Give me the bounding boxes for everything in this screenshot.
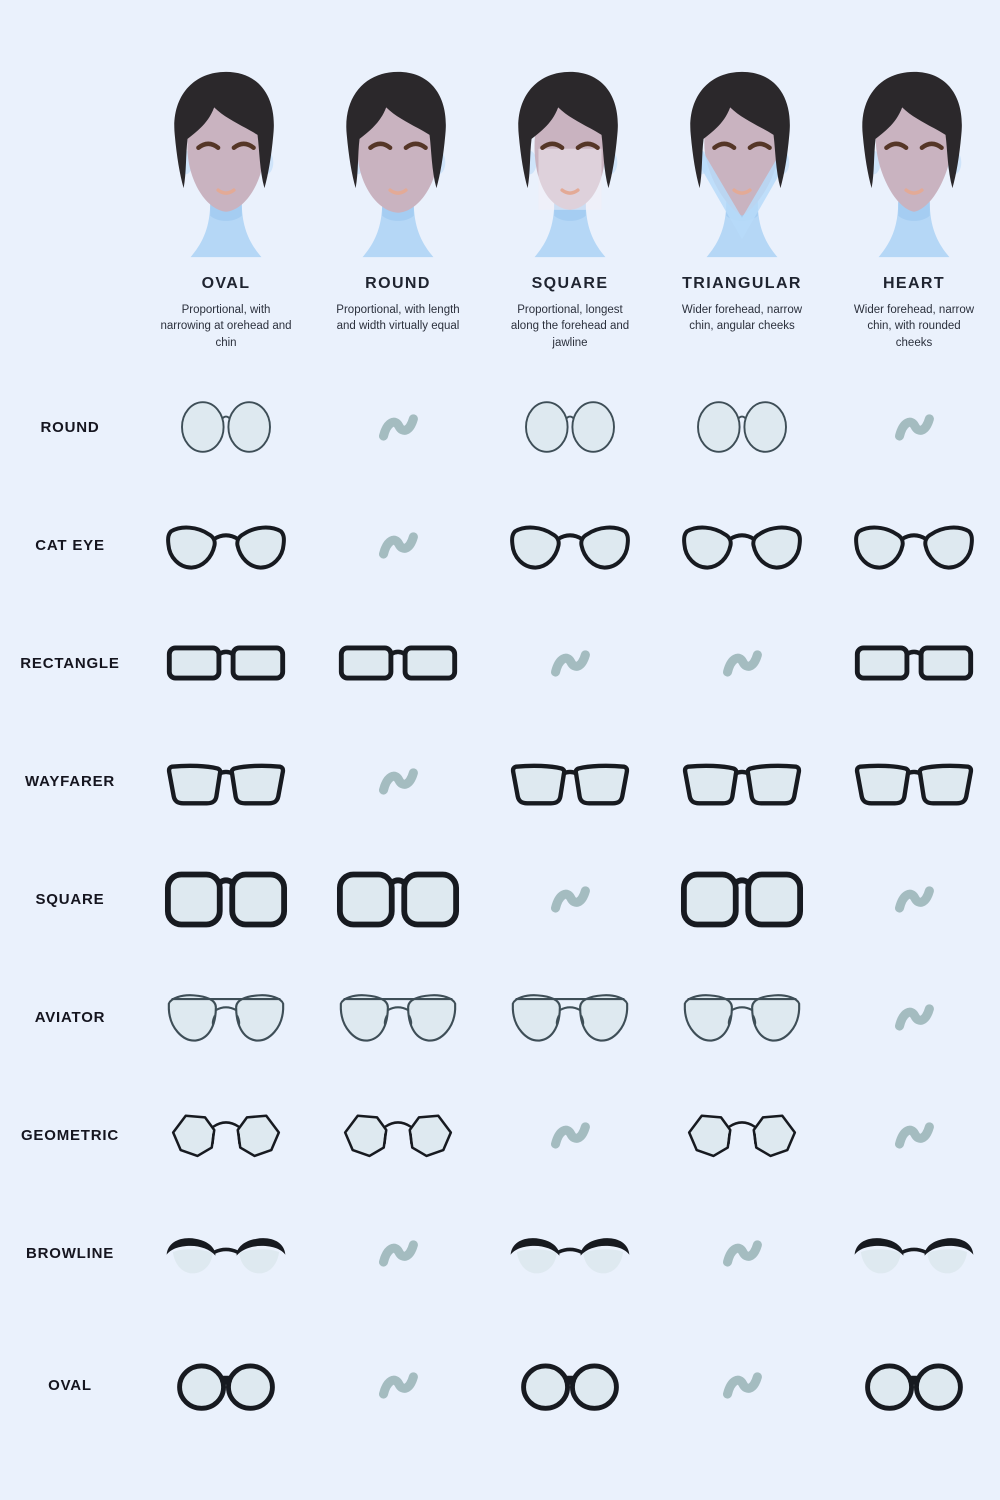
matrix-cell-rectangle-triangular bbox=[720, 644, 764, 682]
glasses-row-cat-eye bbox=[0, 486, 1000, 604]
matrix-cell-rectangle-heart bbox=[852, 638, 976, 688]
matrix-cell-browline-triangular bbox=[720, 1234, 764, 1272]
aviator-glasses-icon bbox=[677, 988, 807, 1047]
face-shape-column-heart bbox=[828, 62, 1000, 368]
wayfarer-glasses-icon bbox=[853, 756, 975, 807]
tilde-icon bbox=[376, 762, 420, 800]
tilde-icon bbox=[720, 644, 764, 682]
matrix-cell-cat-eye-heart bbox=[852, 518, 976, 573]
face-shape-label: ROUND bbox=[365, 275, 431, 292]
matrix-cell-oval-round bbox=[376, 1366, 420, 1404]
tilde-icon bbox=[376, 1366, 420, 1404]
face-shape-label: SQUARE bbox=[531, 275, 609, 292]
glasses-row-square bbox=[0, 840, 1000, 958]
glasses-type-label: BROWLINE bbox=[25, 1244, 115, 1262]
square-face-illustration bbox=[495, 62, 645, 267]
glasses-type-label: AVIATOR bbox=[34, 1008, 106, 1026]
wayfarer-glasses-icon bbox=[165, 756, 287, 807]
rectangle-glasses-icon bbox=[852, 638, 976, 688]
matrix-cell-cat-eye-triangular bbox=[680, 518, 804, 573]
cat-eye-glasses-icon bbox=[164, 518, 288, 573]
square-glasses-icon bbox=[163, 870, 289, 929]
matrix-cell-browline-oval bbox=[164, 1228, 288, 1278]
face-shape-column-square bbox=[484, 62, 656, 368]
matrix-cell-rectangle-round bbox=[336, 638, 460, 688]
wayfarer-glasses-icon bbox=[681, 756, 803, 807]
oval-face-illustration bbox=[151, 62, 301, 267]
round-glasses-icon bbox=[514, 398, 626, 456]
face-shape-column-round bbox=[312, 62, 484, 368]
geometric-glasses-icon bbox=[339, 1109, 457, 1161]
matrix-cell-wayfarer-triangular bbox=[681, 756, 803, 807]
matrix-cell-rectangle-oval bbox=[164, 638, 288, 688]
glasses-type-label: CAT EYE bbox=[35, 536, 105, 554]
matrix-cell-round-round bbox=[376, 408, 420, 446]
matrix-cell-wayfarer-heart bbox=[853, 756, 975, 807]
face-shape-label: OVAL bbox=[201, 275, 251, 292]
matrix-cell-cat-eye-round bbox=[376, 526, 420, 564]
tilde-icon bbox=[376, 1234, 420, 1272]
aviator-glasses-icon bbox=[333, 988, 463, 1047]
matrix-cell-aviator-square bbox=[505, 988, 635, 1047]
browline-glasses-icon bbox=[852, 1228, 976, 1278]
matrix-cell-square-square bbox=[548, 880, 592, 918]
matrix-cell-cat-eye-oval bbox=[164, 518, 288, 573]
rectangle-glasses-icon bbox=[164, 638, 288, 688]
face-shape-column-triangular bbox=[656, 62, 828, 368]
cat-eye-glasses-icon bbox=[680, 518, 804, 573]
matrix-cell-geometric-square bbox=[548, 1116, 592, 1154]
matrix-cell-aviator-triangular bbox=[677, 988, 807, 1047]
glasses-row-rectangle bbox=[0, 604, 1000, 722]
glasses-row-aviator bbox=[0, 958, 1000, 1076]
browline-glasses-icon bbox=[164, 1228, 288, 1278]
matrix-cell-square-heart bbox=[892, 880, 936, 918]
aviator-glasses-icon bbox=[505, 988, 635, 1047]
matrix-cell-rectangle-square bbox=[548, 644, 592, 682]
glasses-type-label: SQUARE bbox=[35, 890, 105, 908]
face-shape-label: TRIANGULAR bbox=[682, 275, 802, 292]
cat-eye-glasses-icon bbox=[852, 518, 976, 573]
matrix-cell-aviator-oval bbox=[161, 988, 291, 1047]
tilde-icon bbox=[892, 880, 936, 918]
tilde-icon bbox=[376, 526, 420, 564]
round-glasses-icon bbox=[686, 398, 798, 456]
face-shape-description: Proportional, with length and width virtually equal bbox=[336, 304, 460, 333]
matrix-cell-wayfarer-square bbox=[509, 756, 631, 807]
tilde-icon bbox=[720, 1366, 764, 1404]
suitability-matrix bbox=[0, 368, 1000, 1458]
tilde-icon bbox=[548, 644, 592, 682]
face-shape-column-oval bbox=[140, 62, 312, 368]
tilde-icon bbox=[548, 880, 592, 918]
rectangle-glasses-icon bbox=[336, 638, 460, 688]
square-glasses-icon bbox=[335, 870, 461, 929]
matrix-cell-browline-round bbox=[376, 1234, 420, 1272]
tilde-icon bbox=[376, 408, 420, 446]
tilde-icon bbox=[892, 408, 936, 446]
glasses-row-round bbox=[0, 368, 1000, 486]
matrix-cell-square-round bbox=[335, 870, 461, 929]
glasses-row-wayfarer bbox=[0, 722, 1000, 840]
matrix-cell-round-square bbox=[514, 398, 626, 456]
glasses-type-label: OVAL bbox=[48, 1376, 92, 1394]
matrix-cell-oval-oval bbox=[169, 1360, 283, 1411]
matrix-cell-round-triangular bbox=[686, 398, 798, 456]
browline-glasses-icon bbox=[508, 1228, 632, 1278]
oval-glasses-icon bbox=[513, 1360, 627, 1411]
matrix-cell-aviator-heart bbox=[892, 998, 936, 1036]
face-shapes-header bbox=[0, 0, 1000, 368]
cat-eye-glasses-icon bbox=[508, 518, 632, 573]
face-shape-description: Proportional, with narrowing at orehead and chin bbox=[160, 304, 292, 349]
matrix-cell-geometric-triangular bbox=[683, 1109, 801, 1161]
matrix-cell-oval-heart bbox=[857, 1360, 971, 1411]
face-shape-description: Proportional, longest along the forehead and jawline bbox=[510, 304, 630, 349]
aviator-glasses-icon bbox=[161, 988, 291, 1047]
matrix-cell-oval-triangular bbox=[720, 1366, 764, 1404]
square-glasses-icon bbox=[679, 870, 805, 929]
tilde-icon bbox=[892, 1116, 936, 1154]
glasses-row-geometric bbox=[0, 1076, 1000, 1194]
face-shape-description: Wider forehead, narrow chin, angular cheeks bbox=[681, 304, 803, 333]
matrix-cell-browline-heart bbox=[852, 1228, 976, 1278]
glasses-type-label: WAYFARER bbox=[24, 772, 116, 790]
glasses-row-oval bbox=[0, 1312, 1000, 1458]
round-face-illustration bbox=[323, 62, 473, 267]
heart-face-illustration bbox=[839, 62, 989, 267]
face-shape-label: HEART bbox=[882, 275, 946, 292]
glasses-type-label: GEOMETRIC bbox=[20, 1126, 120, 1144]
glasses-type-label: ROUND bbox=[40, 418, 100, 436]
tilde-icon bbox=[720, 1234, 764, 1272]
matrix-cell-wayfarer-round bbox=[376, 762, 420, 800]
tilde-icon bbox=[892, 998, 936, 1036]
oval-glasses-icon bbox=[857, 1360, 971, 1411]
triangular-face-illustration bbox=[667, 62, 817, 267]
glasses-row-browline bbox=[0, 1194, 1000, 1312]
matrix-cell-geometric-round bbox=[339, 1109, 457, 1161]
matrix-cell-geometric-heart bbox=[892, 1116, 936, 1154]
geometric-glasses-icon bbox=[167, 1109, 285, 1161]
matrix-cell-browline-square bbox=[508, 1228, 632, 1278]
matrix-cell-cat-eye-square bbox=[508, 518, 632, 573]
matrix-cell-oval-square bbox=[513, 1360, 627, 1411]
oval-glasses-icon bbox=[169, 1360, 283, 1411]
wayfarer-glasses-icon bbox=[509, 756, 631, 807]
header-corner-spacer bbox=[0, 62, 140, 368]
geometric-glasses-icon bbox=[683, 1109, 801, 1161]
matrix-cell-round-oval bbox=[170, 398, 282, 456]
tilde-icon bbox=[548, 1116, 592, 1154]
matrix-cell-square-triangular bbox=[679, 870, 805, 929]
glasses-type-label: RECTANGLE bbox=[20, 654, 120, 672]
matrix-cell-geometric-oval bbox=[167, 1109, 285, 1161]
face-shape-description: Wider forehead, narrow chin, with rounded cheeks bbox=[853, 304, 975, 349]
round-glasses-icon bbox=[170, 398, 282, 456]
matrix-cell-round-heart bbox=[892, 408, 936, 446]
matrix-cell-wayfarer-oval bbox=[165, 756, 287, 807]
matrix-cell-square-oval bbox=[163, 870, 289, 929]
matrix-cell-aviator-round bbox=[333, 988, 463, 1047]
